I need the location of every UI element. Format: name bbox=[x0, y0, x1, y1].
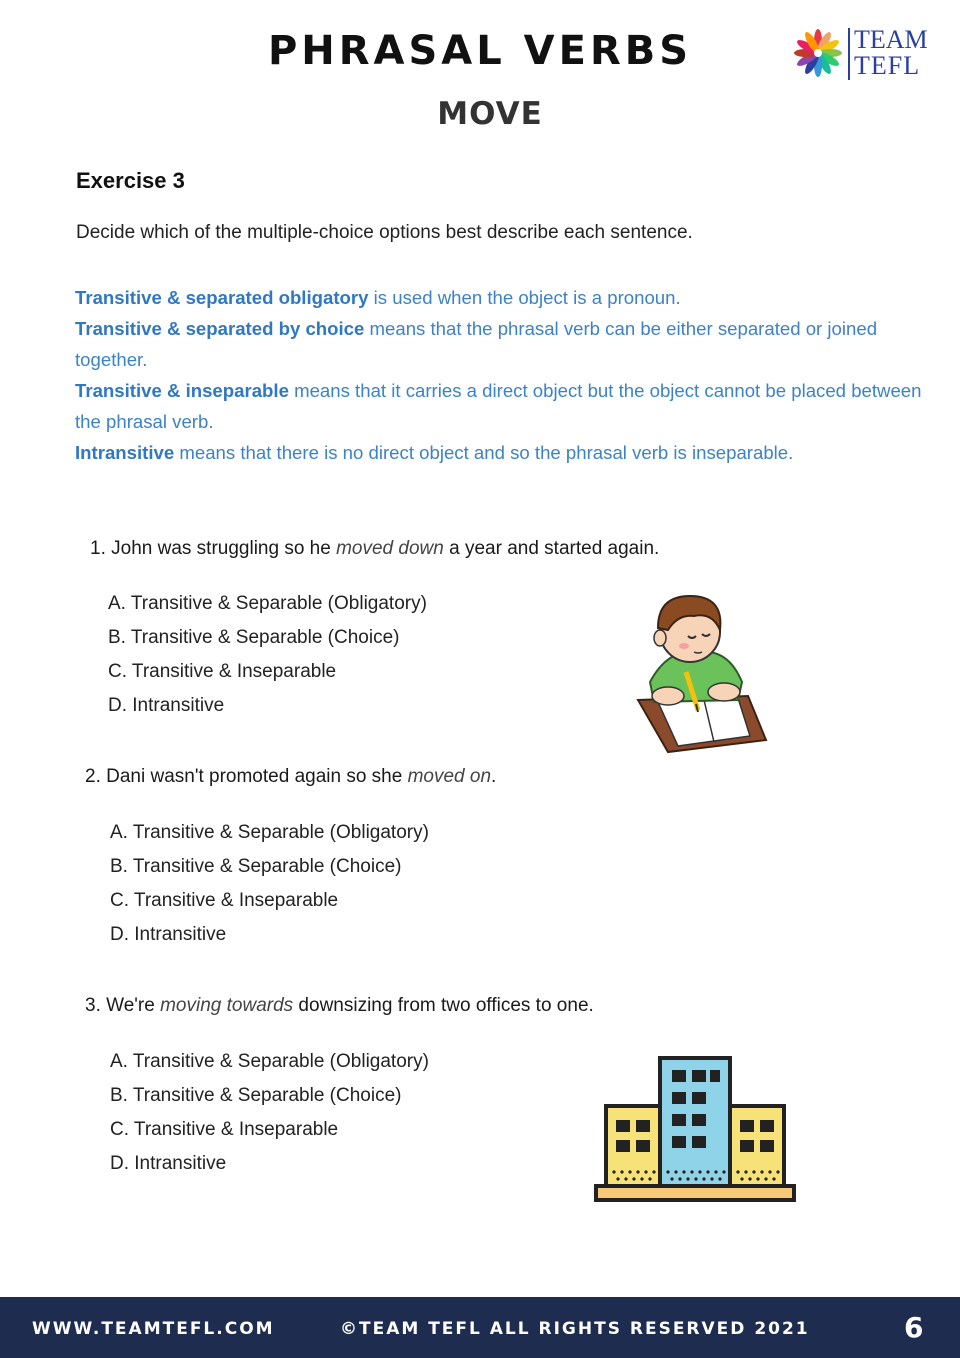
definition-term: Transitive & separated obligatory bbox=[75, 287, 369, 308]
question-text: 2. Dani wasn't promoted again so she bbox=[85, 766, 408, 787]
question-3-options bbox=[110, 1045, 429, 1181]
definition-item bbox=[75, 313, 925, 375]
exercise-heading: Exercise 3 bbox=[76, 168, 185, 193]
page-subtitle: MOVE bbox=[437, 96, 543, 132]
question-text: 3. We're bbox=[85, 995, 161, 1016]
footer-website-link[interactable]: WWW.TEAMTEFL.COM bbox=[32, 1319, 275, 1339]
phrasal-verb: moved on bbox=[407, 766, 492, 787]
definitions-block bbox=[75, 282, 925, 468]
question-text: a year and started again. bbox=[443, 538, 660, 559]
phrasal-verb: moved down bbox=[336, 538, 444, 559]
option-a[interactable]: A. Transitive & Separable (Obligatory) bbox=[110, 1051, 429, 1072]
instructions: Decide which of the multiple-choice options best describe each sentence. bbox=[76, 222, 693, 243]
option-a[interactable]: A. Transitive & Separable (Obligatory) bbox=[108, 593, 427, 614]
definition-item bbox=[75, 375, 925, 437]
definition-text: is used when the object is a pronoun. bbox=[368, 287, 681, 308]
boy-writing-illustration bbox=[628, 590, 768, 758]
question-2-options bbox=[110, 816, 429, 952]
page-footer bbox=[0, 1297, 960, 1358]
option-d[interactable]: D. Intransitive bbox=[110, 924, 227, 945]
option-b[interactable]: B. Transitive & Separable (Choice) bbox=[110, 1085, 402, 1106]
option-a[interactable]: A. Transitive & Separable (Obligatory) bbox=[110, 822, 429, 843]
definition-term: Intransitive bbox=[75, 442, 175, 463]
question-1-options bbox=[108, 587, 427, 723]
definition-text: means that the phrasal verb can be either separated or joined together. bbox=[75, 318, 878, 370]
team-tefl-logo bbox=[792, 24, 942, 84]
question-3 bbox=[85, 995, 594, 1017]
option-c[interactable]: C. Transitive & Inseparable bbox=[110, 890, 339, 911]
logo-text-tefl: TEFL bbox=[854, 51, 921, 80]
office-buildings-illustration bbox=[594, 1054, 798, 1206]
option-c[interactable]: C. Transitive & Inseparable bbox=[110, 1119, 339, 1140]
footer-copyright: ©TEAM TEFL ALL RIGHTS RESERVED 2021 bbox=[340, 1319, 810, 1339]
logo-divider bbox=[848, 28, 850, 80]
definition-text: means that there is no direct object and so the phrasal verb is inseparable. bbox=[174, 442, 794, 463]
pinwheel-logo-icon bbox=[792, 26, 844, 80]
question-text: downsizing from two offices to one. bbox=[293, 995, 594, 1016]
option-b[interactable]: B. Transitive & Separable (Choice) bbox=[110, 856, 402, 877]
definition-term: Transitive & separated by choice bbox=[75, 318, 365, 339]
definition-item bbox=[75, 437, 925, 468]
option-d[interactable]: D. Intransitive bbox=[108, 695, 225, 716]
definition-term: Transitive & inseparable bbox=[75, 380, 289, 401]
page-number: 6 bbox=[904, 1311, 924, 1344]
definition-text: means that it carries a direct object but the object cannot be placed between the phrasal verb. bbox=[75, 380, 922, 432]
question-2 bbox=[85, 766, 496, 788]
option-b[interactable]: B. Transitive & Separable (Choice) bbox=[108, 627, 400, 648]
page-title: PHRASAL VERBS bbox=[267, 28, 693, 74]
question-1 bbox=[90, 538, 659, 560]
logo-text-team: TEAM bbox=[854, 25, 928, 54]
phrasal-verb: moving towards bbox=[160, 995, 294, 1016]
option-d[interactable]: D. Intransitive bbox=[110, 1153, 227, 1174]
definition-item bbox=[75, 282, 925, 313]
option-c[interactable]: C. Transitive & Inseparable bbox=[108, 661, 337, 682]
question-text: . bbox=[491, 766, 497, 787]
question-text: 1. John was struggling so he bbox=[90, 538, 337, 559]
